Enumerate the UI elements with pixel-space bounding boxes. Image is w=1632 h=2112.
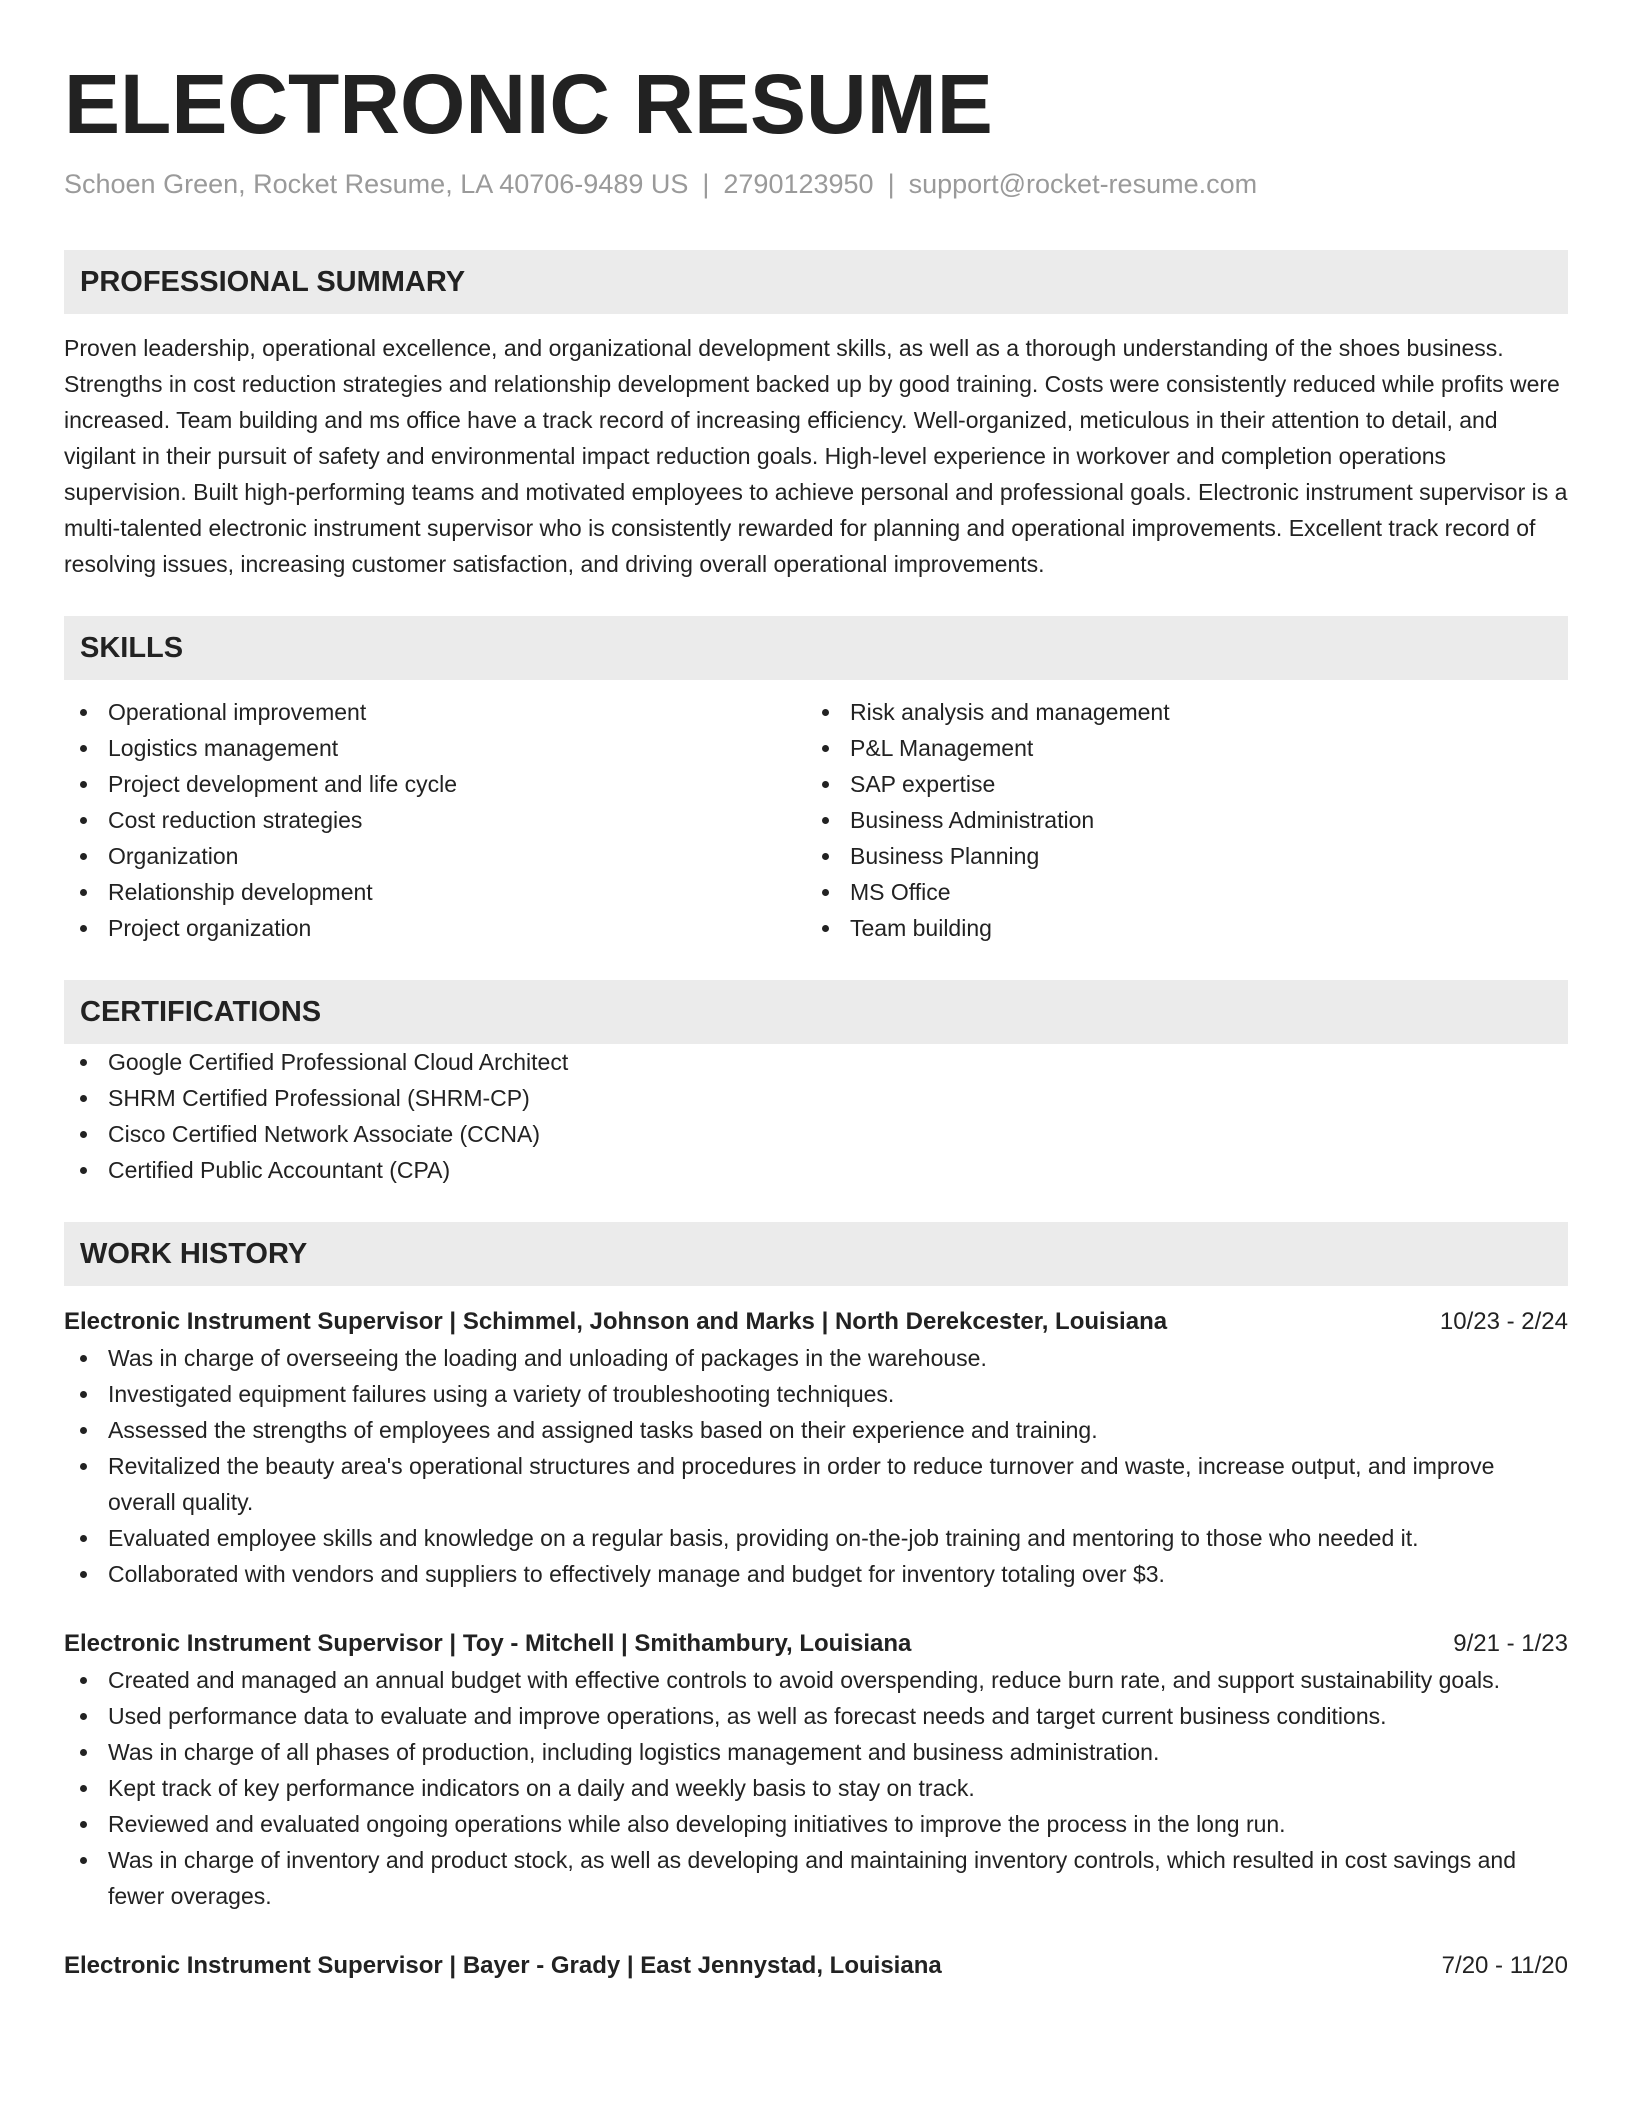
- job-bullet: Created and managed an annual budget with effective controls to avoid overspending, reduce burn rate, and support sustainability goals.: [64, 1662, 1568, 1698]
- skill-item: Operational improvement: [64, 694, 806, 730]
- resume-title: ELECTRONIC RESUME: [64, 57, 993, 151]
- skills-list-right: [806, 694, 1548, 946]
- skills-list-left: [64, 694, 806, 946]
- job-title: Electronic Instrument Supervisor | Schimmel, Johnson and Marks | North Derekcester, Louisiana: [64, 1308, 1168, 1335]
- job-dates: 7/20 - 11/20: [1441, 1952, 1568, 1979]
- contact-phone: 2790123950: [723, 169, 874, 199]
- skill-item: Project organization: [64, 910, 806, 946]
- skill-item: Team building: [806, 910, 1548, 946]
- job-title: Electronic Instrument Supervisor | Bayer - Grady | East Jennystad, Louisiana: [64, 1952, 942, 1979]
- job-header: [64, 1948, 1568, 1984]
- resume-page: [64, 56, 1568, 1984]
- contact-line: [64, 166, 1568, 202]
- certification-item: Certified Public Accountant (CPA): [64, 1152, 1568, 1188]
- job-bullet: Assessed the strengths of employees and assigned tasks based on their experience and training.: [64, 1412, 1568, 1448]
- contact-email: support@rocket-resume.com: [908, 169, 1258, 199]
- job-header: [64, 1304, 1568, 1340]
- job-bullet: Kept track of key performance indicators on a daily and weekly basis to stay on track.: [64, 1770, 1568, 1806]
- job-bullet: Was in charge of inventory and product stock, as well as developing and maintaining inventory controls, which resulted in cost savings and fewer overages.: [64, 1842, 1568, 1914]
- job-dates: 9/21 - 1/23: [1453, 1630, 1568, 1657]
- contact-separator: |: [887, 169, 895, 199]
- skill-item: Logistics management: [64, 730, 806, 766]
- professional-summary-text: Proven leadership, operational excellence, and organizational development skills, as well as a thorough understanding of the shoes business. Strengths in cost reduction strategies and relationship development backed up by good training. Costs were consistently reduced while profits were increased. Team building and ms office have a track record of increasing efficiency. Well-organized, meticulous in their attention to detail, and vigilant in their pursuit of safety and environmental impact reduction goals. High-level experience in workover and completion operations supervision. Built high-performing teams and motivated employees to achieve personal and professional goals. Electronic instrument supervisor is a multi-talented electronic instrument supervisor who is consistently rewarded for planning and operational improvements. Excellent track record of resolving issues, increasing customer satisfaction, and driving overall operational improvements.: [64, 335, 1568, 577]
- skills-grid: [64, 694, 1568, 946]
- skill-item: SAP expertise: [806, 766, 1548, 802]
- certification-item: Google Certified Professional Cloud Architect: [64, 1044, 1568, 1080]
- job-bullet-list: [64, 1662, 1568, 1914]
- contact-separator: |: [702, 169, 710, 199]
- professional-summary-heading: PROFESSIONAL SUMMARY: [64, 250, 1568, 314]
- skills-heading: SKILLS: [64, 616, 1568, 680]
- certification-item: SHRM Certified Professional (SHRM-CP): [64, 1080, 1568, 1116]
- skill-item: Relationship development: [64, 874, 806, 910]
- skill-item: P&L Management: [806, 730, 1548, 766]
- skill-item: Business Administration: [806, 802, 1548, 838]
- job-dates: 10/23 - 2/24: [1439, 1308, 1568, 1335]
- contact-address: Schoen Green, Rocket Resume, LA 40706-9489 US: [64, 169, 689, 199]
- job-header: [64, 1626, 1568, 1662]
- work-history-heading: WORK HISTORY: [64, 1222, 1568, 1286]
- job-bullet: Used performance data to evaluate and improve operations, as well as forecast needs and target current business conditions.: [64, 1698, 1568, 1734]
- job-entry: [64, 1626, 1568, 1914]
- certifications-heading: CERTIFICATIONS: [64, 980, 1568, 1044]
- skill-item: Business Planning: [806, 838, 1548, 874]
- job-bullet: Investigated equipment failures using a variety of troubleshooting techniques.: [64, 1376, 1568, 1412]
- skill-item: Organization: [64, 838, 806, 874]
- job-bullet: Was in charge of all phases of production, including logistics management and business administration.: [64, 1734, 1568, 1770]
- job-bullet: Revitalized the beauty area's operational structures and procedures in order to reduce turnover and waste, increase output, and improve overall quality.: [64, 1448, 1568, 1520]
- job-bullet-list: [64, 1340, 1568, 1592]
- certifications-list: [64, 1044, 1568, 1188]
- skills-column-left: [64, 694, 806, 946]
- job-bullet: Evaluated employee skills and knowledge on a regular basis, providing on-the-job training and mentoring to those who needed it.: [64, 1520, 1568, 1556]
- job-bullet: Collaborated with vendors and suppliers to effectively manage and budget for inventory totaling over $3.: [64, 1556, 1568, 1592]
- skills-column-right: [806, 694, 1548, 946]
- certification-item: Cisco Certified Network Associate (CCNA): [64, 1116, 1568, 1152]
- job-entry: [64, 1304, 1568, 1592]
- skill-item: Project development and life cycle: [64, 766, 806, 802]
- job-bullet: Was in charge of overseeing the loading and unloading of packages in the warehouse.: [64, 1340, 1568, 1376]
- skill-item: Risk analysis and management: [806, 694, 1548, 730]
- job-bullet: Reviewed and evaluated ongoing operations while also developing initiatives to improve the process in the long run.: [64, 1806, 1568, 1842]
- skill-item: MS Office: [806, 874, 1548, 910]
- job-entry: [64, 1948, 1568, 1984]
- skill-item: Cost reduction strategies: [64, 802, 806, 838]
- job-title: Electronic Instrument Supervisor | Toy - Mitchell | Smithambury, Louisiana: [64, 1630, 912, 1657]
